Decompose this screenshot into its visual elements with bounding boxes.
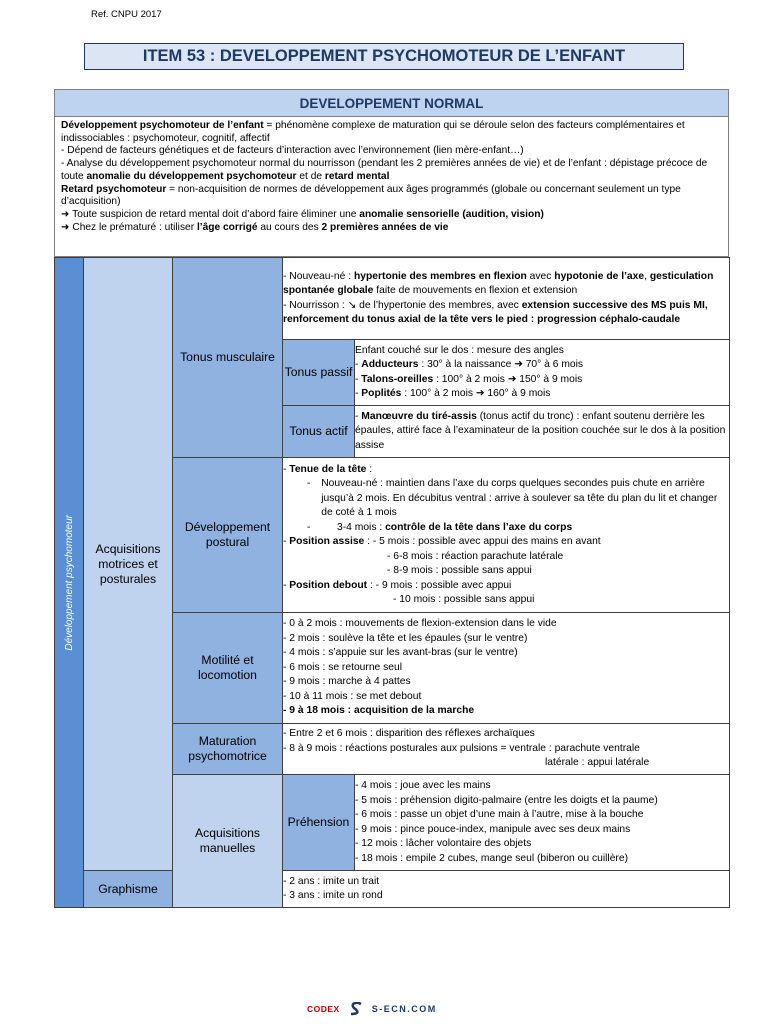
intro-line-5b: anomalie sensorielle (audition, vision) [359, 208, 544, 220]
s-logo-icon [348, 1002, 364, 1016]
assise-3: - 8-9 mois : possible sans appui [387, 565, 532, 576]
tete-colon: : [366, 463, 373, 475]
maturation-line-3: latérale : appui latérale [545, 757, 650, 769]
codex-logo: CODEX [307, 1004, 340, 1014]
intro-retard-text: = non-acquisition de normes de développement aux âges programmés (globale ou concernant seulement un type d’acquisition) [61, 183, 681, 208]
graphisme-item: - 3 ans : imite un rond [283, 890, 383, 901]
maturation-label: Maturation psychomotrice [173, 724, 283, 775]
tonus-actif-content: - Manœuvre du tiré-assis (tonus actif du tronc) : enfant soutenu derrière les épaules, attiré face à l’examinateur de la position couchée sur le dos à la position assise [355, 406, 730, 458]
actif-text: (tonus actif du tronc) : enfant soutenu derrière les épaules, attiré face à l’examinateur de la position couchée sur le dos à la position assise [355, 410, 726, 451]
graphisme-content [283, 871, 730, 908]
motilite-item: - 2 mois : soulève la tête et les épaules (sur le ventre) [283, 632, 528, 644]
tonus-content [283, 258, 730, 340]
prehension-item: - 5 mois : préhension digito-palmaire (entre les doigts et la paume) [355, 794, 658, 806]
prehension-item: - 6 mois : passe un objet d’une main à l’autre, mise à la bouche [355, 809, 644, 820]
site-name: S-ECN.COM [371, 1004, 437, 1014]
motilite-item: - 4 mois : s’appuie sur les avant-bras (sur le ventre) [283, 647, 518, 659]
tete-34a: 3-4 mois : [337, 521, 386, 533]
tonus-label: Tonus musculaire [173, 258, 283, 458]
intro-line-6c: au cours des [257, 221, 322, 233]
intro-line-6a: ➜ Chez le prématuré : utiliser [61, 221, 197, 233]
motilite-item: - 6 mois : se retourne seul [283, 661, 403, 673]
cat-manuelles: Acquisitions manuelles [173, 775, 283, 908]
prehension-label: Préhension [283, 775, 355, 871]
maturation-line-2: - 8 à 9 mois : réactions posturales aux pulsions = ventrale : parachute ventrale [283, 742, 640, 754]
motilite-item-last: - 9 à 18 mois : acquisition de la marche [283, 705, 475, 717]
debout-2: - 10 mois : possible sans appui [393, 594, 535, 605]
tonus-t-g: faite de mouvements en flexion et extension [373, 285, 578, 296]
passif-l3-term: Talons-oreilles [361, 373, 434, 385]
reference: Ref. CNPU 2017 [91, 9, 162, 20]
intro-retard-term: Retard psychomoteur [61, 183, 167, 195]
intro-line-3d: retard mental [324, 170, 390, 182]
intro-def-term: Développement psychomoteur de l’enfant [61, 120, 264, 131]
graphisme-item: - 2 ans : imite un trait [283, 875, 380, 887]
motilite-content [283, 613, 730, 724]
debout-term: Position debout [289, 579, 368, 591]
tete-term: Tenue de la tête [289, 463, 367, 475]
assise-2: - 6-8 mois : réaction parachute latérale [387, 550, 564, 562]
assise-term: Position assise [289, 536, 365, 547]
prehension-item: - 12 mois : lâcher volontaire des objets [355, 838, 532, 849]
prehension-item: - 4 mois : joue avec les mains [355, 780, 491, 791]
tonus-t-b: hypertonie des membres en flexion [353, 270, 527, 282]
motilite-label: Motilité et locomotion [173, 613, 283, 724]
intro-line-3a: - Analyse du développement psychomoteur normal du nourrisson (pendant les 2 premières années de vie) et de l’enfant : dépistage précoce de toute [61, 158, 708, 182]
tete-nn: Nouveau-né : maintien dans l’axe du corps quelques secondes puis chute en arrière jusqu’à 2 mois. En décubitus ventral : arrive à soulever sa tête du plan du lit et changer de coté à 1 mois [321, 478, 718, 518]
vertical-label: Développement psychomoteur [63, 514, 75, 651]
tonus-t-e: , [644, 270, 650, 282]
actif-term: Manœuvre du tiré-assis [361, 410, 477, 422]
passif-line-1: Enfant couché sur le dos : mesure des angles [355, 344, 564, 356]
motilite-item: - 0 à 2 mois : mouvements de flexion-extension dans le vide [283, 618, 557, 630]
passif-l4-term: Poplités [361, 388, 402, 399]
intro-block [54, 117, 729, 257]
graphisme-label: Graphisme [84, 871, 173, 908]
prehension-item: - 9 mois : pince pouce-index, manipule avec ses deux mains [355, 823, 631, 835]
section-normal [54, 89, 729, 257]
intro-line-3c: et de [296, 170, 325, 182]
postural-label: Développement postural [173, 458, 283, 613]
vertical-label-cell [55, 258, 84, 908]
tonus-t-a: - Nouveau-né : [283, 270, 354, 282]
intro-line-2: - Dépend de facteurs génétiques et de facteurs d’interaction avec l’environnement (lien mère-enfant…) [61, 145, 524, 157]
cat-motrices: Acquisitions motrices et posturales [84, 258, 173, 871]
motilite-item: - 9 mois : marche à 4 pattes [283, 676, 411, 688]
maturation-content [283, 724, 730, 775]
intro-line-6b: l’âge corrigé [196, 221, 258, 233]
passif-l4-text: : 100° à 2 mois ➜ 160° à 9 mois [401, 388, 551, 399]
intro-line-3b: anomalie du développement psychomoteur [86, 170, 297, 182]
tonus-passif-label: Tonus passif [283, 340, 355, 406]
intro-line-5a: ➜ Toute suspicion de retard mental doit d’abord faire éliminer une [61, 208, 360, 220]
section-title: DEVELOPPEMENT NORMAL [54, 89, 729, 117]
tonus-t-i: extension successive des MS puis MI, renforcement du tonus axial de la tête vers le pied : progression céphalo-caudale [283, 299, 708, 325]
postural-content: - Tenue de la tête : - Nouveau-né : maintien dans l’axe du corps quelques secondes puis chute en arrière jusqu’à 2 mois. En décubitus ventral : arrive à soulever sa tête du plan du lit et changer de coté à 1 mois - 3-4 mois : contrôle de la tête dans l’axe du corps - Position assise : - 5 mois : possible avec appui des mains en avant - 6-8 mois : réaction parachute latérale - 8-9 mois : possible sans appui - Position debout : - 9 mois : possible avec appui - 10 mois : possible sans appui [283, 458, 730, 613]
development-table [54, 257, 730, 908]
intro-def-text: = phénomène complexe de maturation qui se déroule selon des facteurs complémentaires et indissociables : psychomoteur, cognitif, affectif [61, 120, 685, 144]
assise-1: : - 5 mois : possible avec appui des mains en avant [364, 536, 601, 547]
passif-l2-text: : 30° à la naissance ➜ 70° à 6 mois [418, 359, 584, 370]
debout-1: : - 9 mois : possible avec appui [367, 579, 512, 591]
page-title: ITEM 53 : DEVELOPPEMENT PSYCHOMOTEUR DE L’ENFANT [84, 43, 684, 70]
maturation-line-1: - Entre 2 et 6 mois : disparition des réflexes archaïques [283, 728, 535, 740]
prehension-content [355, 775, 730, 871]
footer-logo [307, 1002, 437, 1016]
intro-line-6d: 2 premières années de vie [321, 221, 449, 233]
passif-l2-term: Adducteurs [361, 359, 419, 370]
tonus-passif-content: Enfant couché sur le dos : mesure des angles - Adducteurs : 30° à la naissance ➜ 70° à 6 mois - Talons-oreilles : 100° à 2 mois ➜ 150° à 9 mois - Poplités : 100° à 2 mois ➜ 160° à 9 mois [355, 340, 730, 406]
tonus-t-d: hypotonie de l’axe [554, 270, 645, 282]
tonus-t-f: gesticulation spontanée globale [283, 270, 714, 296]
motilite-item: - 10 à 11 mois : se met debout [283, 690, 422, 702]
prehension-item: - 18 mois : empile 2 cubes, mange seul (biberon ou cuillère) [355, 852, 629, 864]
tonus-t-c: avec [526, 270, 555, 282]
tonus-t-h: - Nourrisson : ↘ de l’hypertonie des membres, avec [283, 299, 522, 311]
tonus-actif-label: Tonus actif [283, 406, 355, 458]
passif-l3-text: : 100° à 2 mois ➜ 150° à 9 mois [433, 373, 583, 385]
tete-34b: contrôle de la tête dans l’axe du corps [385, 521, 573, 533]
